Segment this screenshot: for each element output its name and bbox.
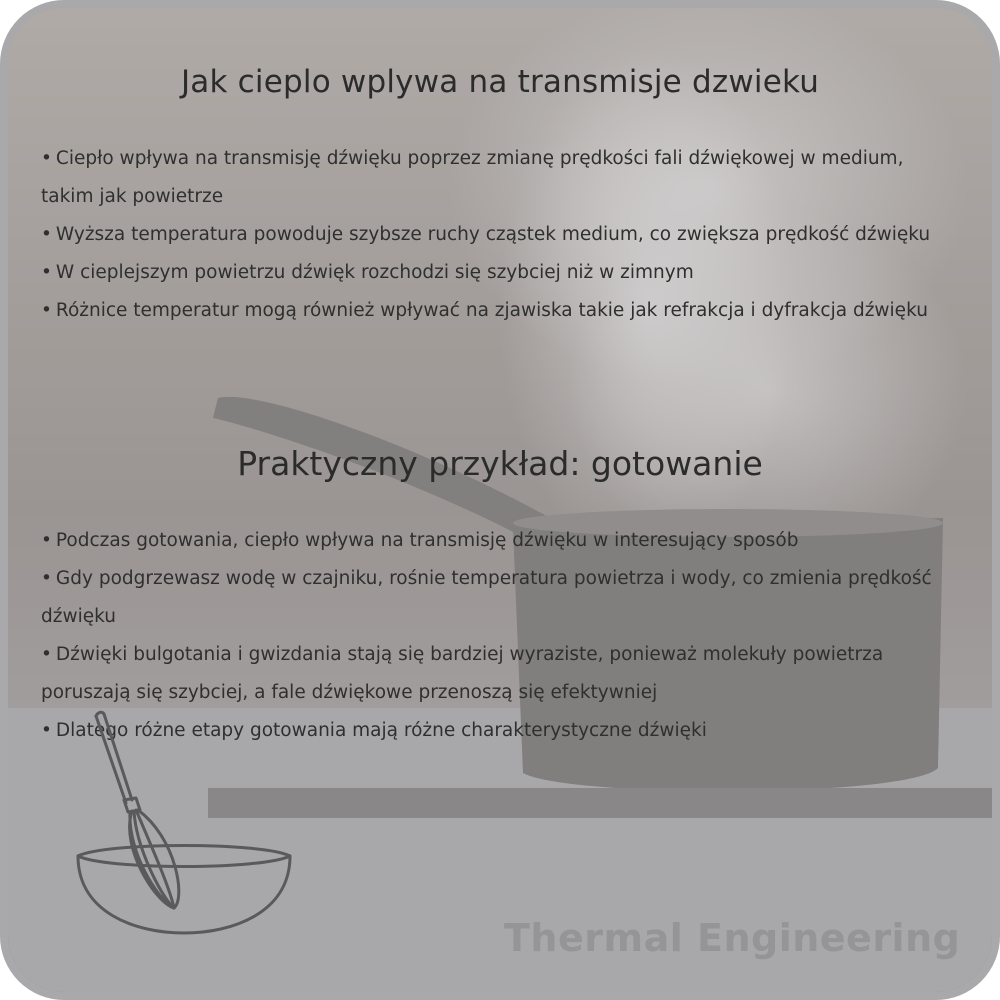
list-item	[41, 216, 951, 254]
bullet-icon: •	[41, 568, 52, 589]
list-item-text: Różnice temperatur mogą również wpływać na zjawiska takie jak refrakcja i dyfrakcja dźwięku	[55, 300, 928, 321]
list-item	[41, 140, 951, 216]
list-item-text: Podczas gotowania, ciepło wpływa na transmisję dźwięku w interesujący sposób	[55, 530, 799, 551]
section1-bullet-list	[41, 140, 951, 330]
bullet-icon: •	[41, 300, 52, 321]
list-item	[41, 560, 951, 636]
list-item	[41, 522, 951, 560]
bullet-icon: •	[41, 148, 52, 169]
list-item-text: Ciepło wpływa na transmisję dźwięku poprzez zmianę prędkości fali dźwiękowej w medium, takim jak powietrze	[41, 148, 904, 207]
bullet-icon: •	[41, 530, 52, 551]
list-item-text: Dlatego różne etapy gotowania mają różne charakterystyczne dźwięki	[55, 720, 707, 741]
bullet-icon: •	[41, 224, 52, 245]
list-item	[41, 254, 951, 292]
list-item-text: Wyższa temperatura powoduje szybsze ruchy cząstek medium, co zwiększa prędkość dźwięku	[55, 224, 931, 245]
list-item-text: Gdy podgrzewasz wodę w czajniku, rośnie temperatura powietrza i wody, co zmienia prędkość dźwięku	[41, 568, 932, 627]
whisk-and-bowl-icon	[66, 708, 306, 938]
page-title: Jak cieplo wplywa na transmisje dzwieku	[180, 64, 820, 100]
list-item	[41, 636, 951, 712]
content-area	[8, 8, 992, 992]
list-item	[41, 292, 951, 330]
bullet-icon: •	[41, 644, 52, 665]
brand-logo: Thermal Engineering	[504, 916, 961, 960]
list-item-text: Dźwięki bulgotania i gwizdania stają się bardziej wyraziste, ponieważ molekuły powietrza poruszają się szybciej, a fale dźwiękowe przenoszą się efektywniej	[41, 644, 884, 703]
bullet-icon: •	[41, 720, 52, 741]
list-item-text: W cieplejszym powietrzu dźwięk rozchodzi się szybciej niż w zimnym	[55, 262, 694, 283]
section-title: Praktyczny przykład: gotowanie	[237, 444, 763, 483]
bullet-icon: •	[41, 262, 52, 283]
